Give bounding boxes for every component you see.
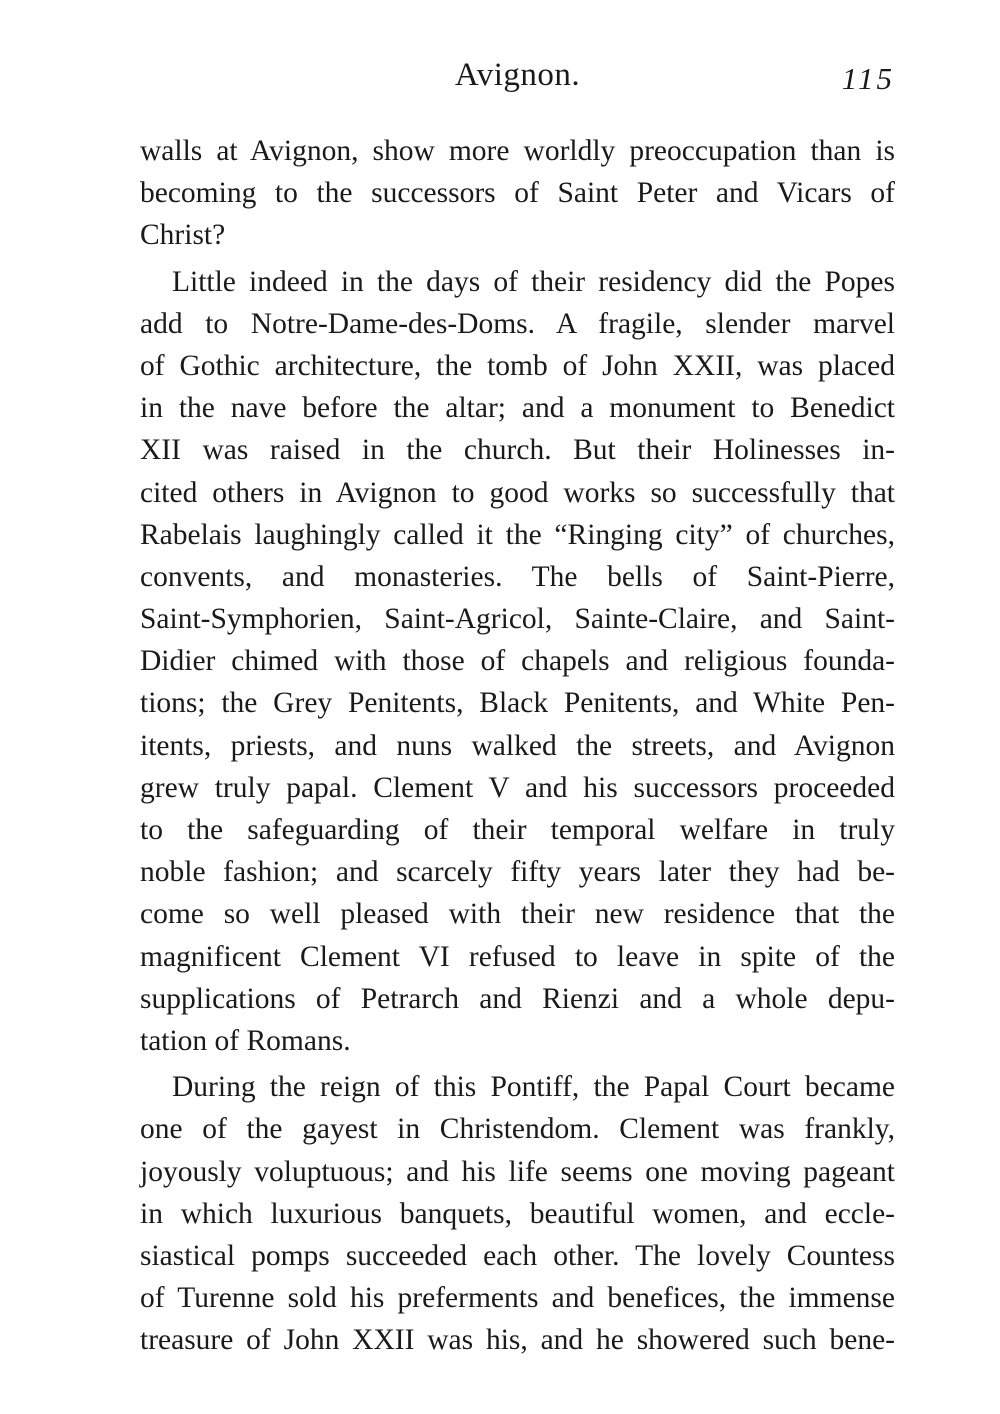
text-line: one of the gayest in Christendom. Clement was frankly, bbox=[140, 1113, 895, 1146]
text-line: supplications of Petrarch and Rienzi and a whole depu- bbox=[140, 982, 895, 1015]
text-line: XII was raised in the church. But their Holinesses in- bbox=[140, 434, 895, 467]
page-number: 115 bbox=[841, 61, 895, 96]
text-line: Little indeed in the days of their residency did the Popes bbox=[172, 265, 895, 298]
paragraph bbox=[140, 1066, 895, 1361]
running-title: Avignon. bbox=[454, 57, 581, 93]
text-line: Christ? bbox=[140, 219, 226, 252]
text-line: noble fashion; and scarcely fifty years later they had be- bbox=[140, 856, 895, 889]
text-line: becoming to the successors of Saint Peter and Vicars of bbox=[140, 177, 895, 210]
text-line: walls at Avignon, show more worldly preoccupation than is bbox=[140, 135, 895, 167]
text-line: tions; the Grey Penitents, Black Penitents, and White Pen- bbox=[140, 687, 895, 720]
text-line: tation of Romans. bbox=[140, 1024, 351, 1057]
text-line: grew truly papal. Clement V and his successors proceeded bbox=[140, 771, 895, 804]
text-line: add to Notre-Dame-des-Doms. A fragile, slender marvel bbox=[140, 307, 895, 340]
text-line: in which luxurious banquets, beautiful women, and eccle- bbox=[140, 1197, 895, 1230]
paragraph bbox=[140, 130, 895, 257]
text-line: Saint-Symphorien, Saint-Agricol, Sainte-Claire, and Saint- bbox=[140, 603, 895, 636]
text-line: itents, priests, and nuns walked the streets, and Avignon bbox=[140, 729, 895, 762]
text-line: to the safeguarding of their temporal welfare in truly bbox=[140, 814, 895, 846]
text-line: cited others in Avignon to good works so successfully that bbox=[140, 476, 895, 509]
text-line: Rabelais laughingly called it the “Ringing city” of churches, bbox=[140, 518, 895, 551]
text-line: joyously voluptuous; and his life seems one moving pageant bbox=[140, 1155, 895, 1188]
text-line: siastical pomps succeeded each other. The lovely Countess bbox=[140, 1239, 895, 1272]
running-head bbox=[140, 50, 895, 100]
text-line: convents, and monasteries. The bells of Saint-Pierre, bbox=[140, 560, 895, 593]
text-line: treasure of John XXII was his, and he showered such bene- bbox=[140, 1324, 895, 1357]
text-line: of Gothic architecture, the tomb of John XXII, was placed bbox=[140, 349, 895, 382]
text-line: in the nave before the altar; and a monument to Benedict bbox=[140, 392, 895, 425]
text-line: of Turenne sold his preferments and benefices, the immense bbox=[140, 1282, 895, 1315]
text-line: magnificent Clement VI refused to leave in spite of the bbox=[140, 940, 895, 973]
paragraph bbox=[140, 261, 895, 1063]
text-line: During the reign of this Pontiff, the Papal Court became bbox=[172, 1071, 895, 1104]
text-line: Didier chimed with those of chapels and religious founda- bbox=[140, 645, 895, 678]
body-text bbox=[140, 130, 895, 1361]
text-line: come so well pleased with their new residence that the bbox=[140, 898, 895, 931]
